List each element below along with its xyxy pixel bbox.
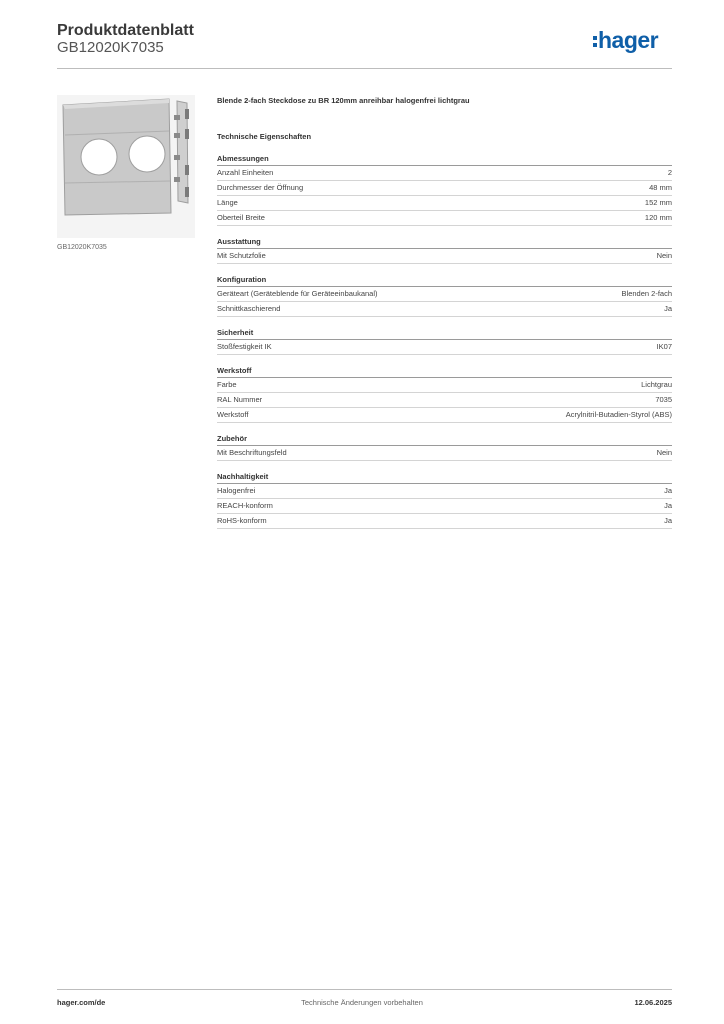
property-row xyxy=(217,340,672,355)
property-label: Anzahl Einheiten xyxy=(217,168,274,177)
product-photo-icon xyxy=(57,95,195,238)
section xyxy=(217,273,672,317)
property-value: Acrylnitril-Butadien-Styrol (ABS) xyxy=(565,410,672,419)
property-label: Mit Schutzfolie xyxy=(217,251,266,260)
property-row xyxy=(217,514,672,529)
property-label: RoHS-konform xyxy=(217,516,267,525)
property-label: Geräteart (Geräteblende für Geräteeinbaukanal) xyxy=(217,289,378,298)
property-row xyxy=(217,211,672,226)
footer-divider xyxy=(57,989,672,990)
property-row xyxy=(217,484,672,499)
section-title: Abmessungen xyxy=(217,152,672,166)
property-value: Lichtgrau xyxy=(641,380,672,389)
header-divider xyxy=(57,68,672,69)
section-title: Nachhaltigkeit xyxy=(217,470,672,484)
logo-text: hager xyxy=(598,27,659,53)
property-row xyxy=(217,393,672,408)
section xyxy=(217,235,672,264)
content xyxy=(217,95,672,529)
section xyxy=(217,470,672,529)
section-title: Sicherheit xyxy=(217,326,672,340)
property-value: Ja xyxy=(664,486,672,495)
property-row xyxy=(217,196,672,211)
property-row xyxy=(217,287,672,302)
section-title: Werkstoff xyxy=(217,364,672,378)
section-title: Zubehör xyxy=(217,432,672,446)
article-number: GB12020K7035 xyxy=(57,39,164,56)
section xyxy=(217,152,672,226)
property-row xyxy=(217,378,672,393)
section-title: Ausstattung xyxy=(217,235,672,249)
property-label: Mit Beschriftungsfeld xyxy=(217,448,287,457)
section xyxy=(217,432,672,461)
property-value: Nein xyxy=(656,251,672,260)
property-value: Ja xyxy=(664,304,672,313)
property-value: Ja xyxy=(664,516,672,525)
property-row xyxy=(217,249,672,264)
property-value: 7035 xyxy=(655,395,672,404)
property-label: Halogenfrei xyxy=(217,486,256,495)
hager-logo[interactable] xyxy=(593,27,658,54)
property-row xyxy=(217,302,672,317)
product-image xyxy=(57,95,195,238)
section xyxy=(217,364,672,423)
product-description: Blende 2-fach Steckdose zu BR 120mm anreihbar halogenfrei lichtgrau xyxy=(217,96,470,105)
property-value: Ja xyxy=(664,501,672,510)
sections xyxy=(217,152,672,529)
property-label: REACH-konform xyxy=(217,501,273,510)
property-label: Schnittkaschierend xyxy=(217,304,281,313)
footer-date: 12.06.2025 xyxy=(634,998,672,1007)
property-label: Länge xyxy=(217,198,238,207)
property-row xyxy=(217,166,672,181)
property-label: Farbe xyxy=(217,380,237,389)
property-row xyxy=(217,446,672,461)
property-label: RAL Nummer xyxy=(217,395,263,404)
image-caption: GB12020K7035 xyxy=(57,244,107,251)
footer-note: Technische Änderungen vorbehalten xyxy=(301,998,423,1007)
property-value: 152 mm xyxy=(644,198,672,207)
property-value: 120 mm xyxy=(644,213,672,222)
footer-website[interactable]: hager.com/de xyxy=(57,998,106,1007)
section xyxy=(217,326,672,355)
technical-title: Technische Eigenschaften xyxy=(217,132,312,141)
property-value: Nein xyxy=(656,448,672,457)
property-value: Blenden 2-fach xyxy=(621,289,672,298)
property-value: 48 mm xyxy=(649,183,672,192)
property-label: Werkstoff xyxy=(217,410,249,419)
property-label: Durchmesser der Öffnung xyxy=(217,183,304,192)
property-row xyxy=(217,499,672,514)
property-value: 2 xyxy=(667,168,672,177)
property-label: Oberteil Breite xyxy=(217,213,265,222)
property-row xyxy=(217,181,672,196)
section-title: Konfiguration xyxy=(217,273,672,287)
property-value: IK07 xyxy=(656,342,672,351)
property-row xyxy=(217,408,672,423)
property-label: Stoßfestigkeit IK xyxy=(217,342,272,351)
page-title: Produktdatenblatt xyxy=(57,22,194,39)
